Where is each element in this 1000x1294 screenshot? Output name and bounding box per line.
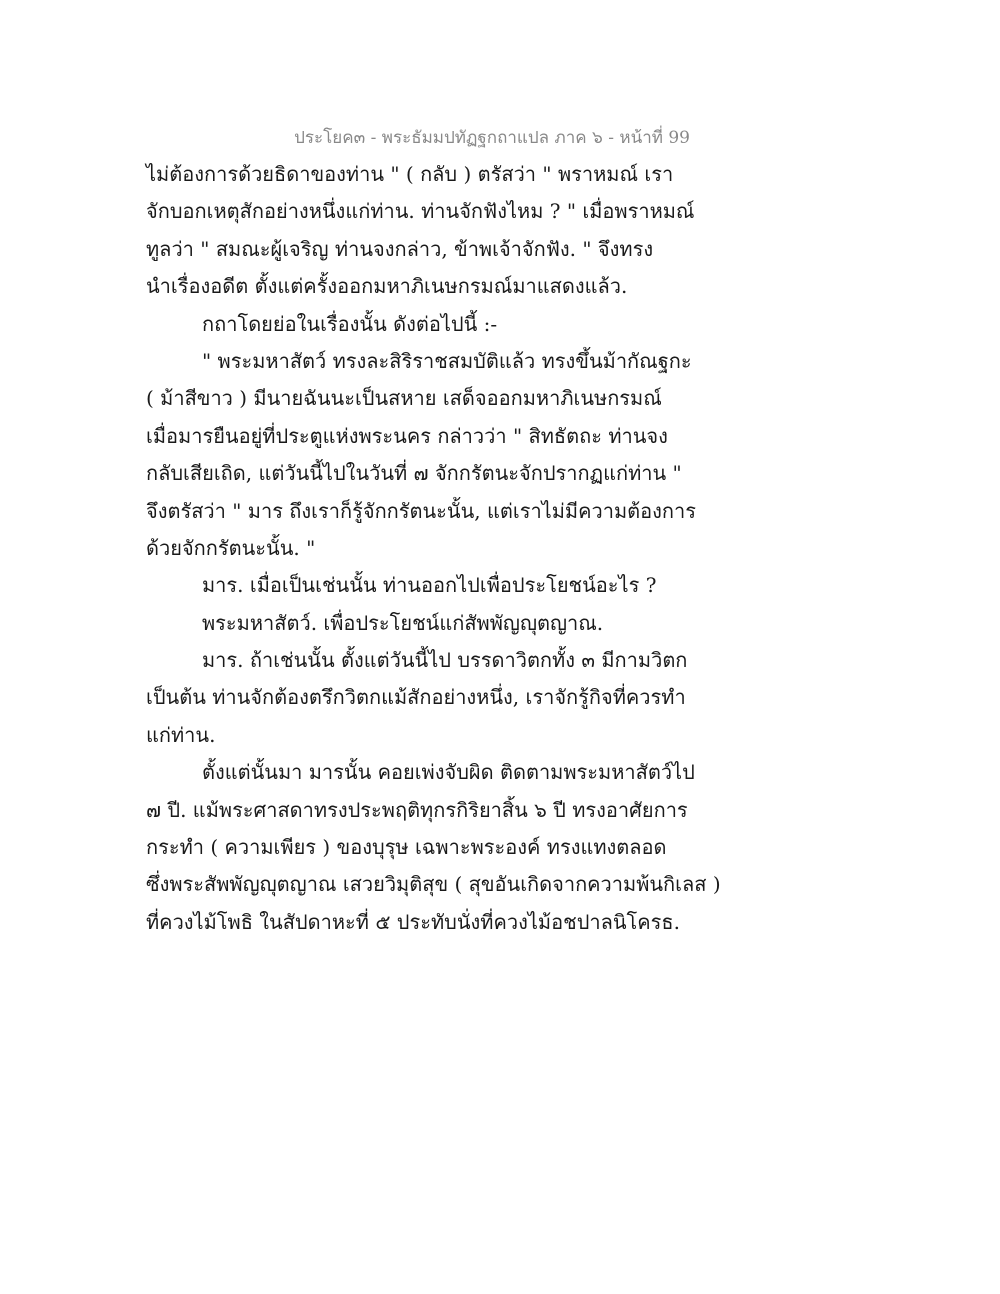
text-line: ไม่ต้องการด้วยธิดาของท่าน " ( กลับ ) ตรัสว่า " พราหมณ์ เรา — [146, 162, 674, 186]
text-line: นำเรื่องอดีต ตั้งแต่ครั้งออกมหาภิเนษกรมณ์มาแสดงแล้ว. — [146, 274, 628, 299]
text-line: กระทำ ( ความเพียร ) ของบุรุษ เฉพาะพระองค์ ทรงแทงตลอด — [146, 835, 667, 860]
text-line: ๗ ปี. แม้พระศาสดาทรงประพฤติทุกรกิริยาสิ้น ๖ ปี ทรงอาศัยการ — [146, 797, 688, 822]
text-line-indented: ตั้งแต่นั้นมา มารนั้น คอยเพ่งจับผิด ติดตามพระมหาสัตว์ไป — [202, 760, 695, 785]
text-line-indented: พระมหาสัตว์. เพื่อประโยชน์แก่สัพพัญญุตญาณ. — [202, 610, 604, 635]
text-line: จักบอกเหตุสักอย่างหนึ่งแก่ท่าน. ท่านจักฟังไหม ? " เมื่อพราหมณ์ — [146, 199, 695, 224]
text-line-indented: มาร. ถ้าเช่นนั้น ตั้งแต่วันนี้ไป บรรดาวิตกทั้ง ๓ มีกามวิตก — [202, 648, 688, 673]
text-line: เมื่อมารยืนอยู่ที่ประตูแห่งพระนคร กล่าวว่า " สิทธัตถะ ท่านจง — [146, 423, 668, 448]
text-line: ( ม้าสีขาว ) มีนายฉันนะเป็นสหาย เสด็จออกมหาภิเนษกรมณ์ — [146, 386, 662, 411]
text-line-indented: มาร. เมื่อเป็นเช่นนั้น ท่านออกไปเพื่อประโยชน์อะไร ? — [202, 573, 657, 598]
text-line: ทูลว่า " สมณะผู้เจริญ ท่านจงกล่าว, ข้าพเจ้าจักฟัง. " จึงทรง — [146, 236, 654, 261]
text-line-indented: กถาโดยย่อในเรื่องนั้น ดังต่อไปนี้ :- — [202, 311, 498, 336]
text-line: แก่ท่าน. — [146, 722, 216, 747]
text-line: เป็นต้น ท่านจักต้องตรึกวิตกแม้สักอย่างหนึ่ง, เราจักรู้กิจที่ควรทำ — [146, 685, 686, 710]
text-line: ซึ่งพระสัพพัญญุตญาณ เสวยวิมุติสุข ( สุขอันเกิดจากความพ้นกิเลส ) — [146, 872, 721, 897]
running-header: ประโยค๓ - พระธัมมปทัฏฐกถาแปล ภาค ๖ - หน้าที่ 99 — [294, 128, 690, 148]
text-line: จึงตรัสว่า " มาร ถึงเราก็รู้จักกรัตนะนั้น, แต่เราไม่มีความต้องการ — [146, 498, 696, 523]
text-line: ที่ควงไม้โพธิ ในสัปดาหะที่ ๕ ประทับนั่งที่ควงไม้อชปาลนิโครธ. — [146, 909, 680, 934]
text-line: ด้วยจักกรัตนะนั้น. " — [146, 535, 316, 560]
body-text — [146, 156, 721, 941]
text-line-indented: " พระมหาสัตว์ ทรงละสิริราชสมบัติแล้ว ทรงขึ้นม้ากัณฐกะ — [202, 348, 692, 373]
text-line: กลับเสียเถิด, แต่วันนี้ไปในวันที่ ๗ จักกรัตนะจักปรากฏแก่ท่าน " — [146, 461, 682, 486]
